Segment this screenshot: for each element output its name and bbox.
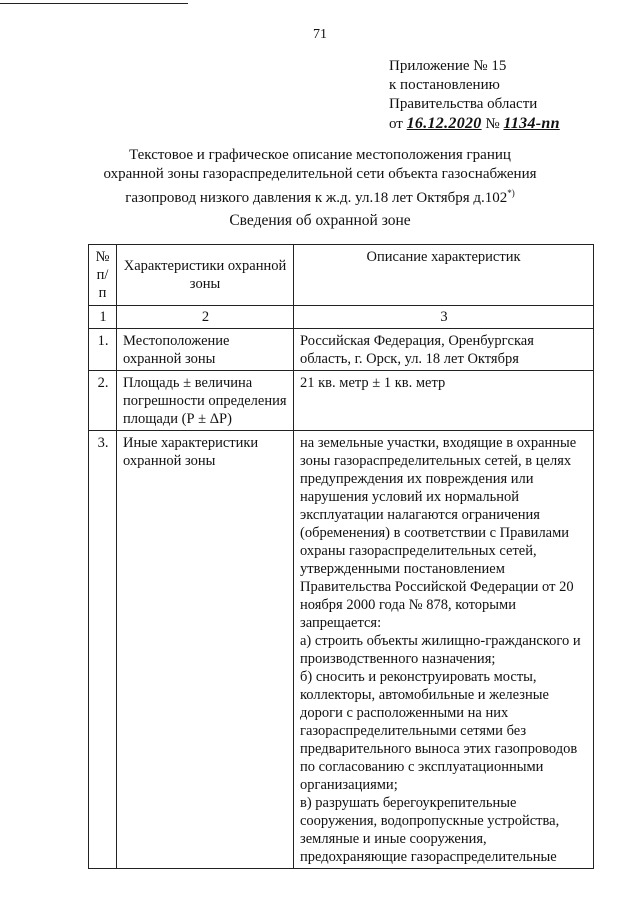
zone-table (88, 244, 594, 869)
header-description: Описание характеристик (294, 245, 594, 306)
row-description: 21 кв. метр ± 1 кв. метр (294, 371, 594, 431)
column-number-row (89, 306, 594, 329)
appendix-line-1: Приложение № 15 (389, 58, 507, 74)
column-number: 3 (294, 306, 594, 329)
table-row (89, 329, 594, 371)
page-number: 71 (313, 27, 327, 42)
top-rule (0, 3, 188, 4)
row-number: 2. (89, 371, 117, 431)
row-characteristic: Местоположение охранной зоны (117, 329, 294, 371)
prohibition-item: б) сносить и реконструировать мосты, коллекторы, автомобильные и железные дороги с расположенными на них газораспределительными сетями без предварительного выноса этих газопроводов по согласованию с эксплуатационными организациями; (300, 669, 578, 793)
title-line-2: охранной зоны газораспределительной сети объекта газоснабжения (103, 166, 537, 182)
appendix-line-3: Правительства области (389, 96, 538, 112)
title-line-3 (0, 184, 640, 208)
handwritten-number: 1134-пп (503, 115, 560, 132)
footnote-mark: *) (507, 188, 515, 198)
appendix-line-2: к постановлению (389, 77, 500, 93)
table-header-row (89, 245, 594, 306)
document-title (0, 146, 640, 208)
appendix-block (389, 57, 560, 134)
title-line-1: Текстовое и графическое описание местоположения границ (129, 147, 511, 163)
column-number: 1 (89, 306, 117, 329)
row-description-intro: на земельные участки, входящие в охранные зоны газораспределительных сетей, в целях предупреждения их повреждения или нарушения условий их нормальной эксплуатации налагаются ограничения (обременения) в соответствии с Правилами охраны газораспределительных сетей, утвержденными постановлением Правительства Российской Федерации от 20 ноября 2000 года № 878, которыми запрещается: (300, 435, 577, 631)
header-num: № п/п (89, 245, 117, 306)
row-number: 1. (89, 329, 117, 371)
section-subtitle: Сведения об охранной зоне (229, 212, 411, 229)
table-row (89, 431, 594, 869)
table-row (89, 371, 594, 431)
number-prefix: № (485, 116, 500, 132)
date-prefix: от (389, 116, 403, 132)
prohibition-item: в) разрушать берегоукрепительные сооружения, водопропускные устройства, земляные и иные сооружения, предохраняющие газораспределительные (300, 795, 560, 865)
title-line-3-text: газопровод низкого давления к ж.д. ул.18 лет Октября д.102 (125, 190, 508, 206)
header-characteristic: Характеристики охранной зоны (117, 245, 294, 306)
column-number: 2 (117, 306, 294, 329)
row-description (294, 431, 594, 869)
row-characteristic: Иные характеристики охранной зоны (117, 431, 294, 869)
prohibition-item: а) строить объекты жилищно-гражданского и производственного назначения; (300, 633, 581, 667)
row-description: Российская Федерация, Оренбургская область, г. Орск, ул. 18 лет Октября (294, 329, 594, 371)
row-number: 3. (89, 431, 117, 869)
handwritten-date: 16.12.2020 (406, 115, 482, 132)
row-characteristic: Площадь ± величина погрешности определения площади (Р ± ΔР) (117, 371, 294, 431)
appendix-date-line (389, 114, 560, 134)
